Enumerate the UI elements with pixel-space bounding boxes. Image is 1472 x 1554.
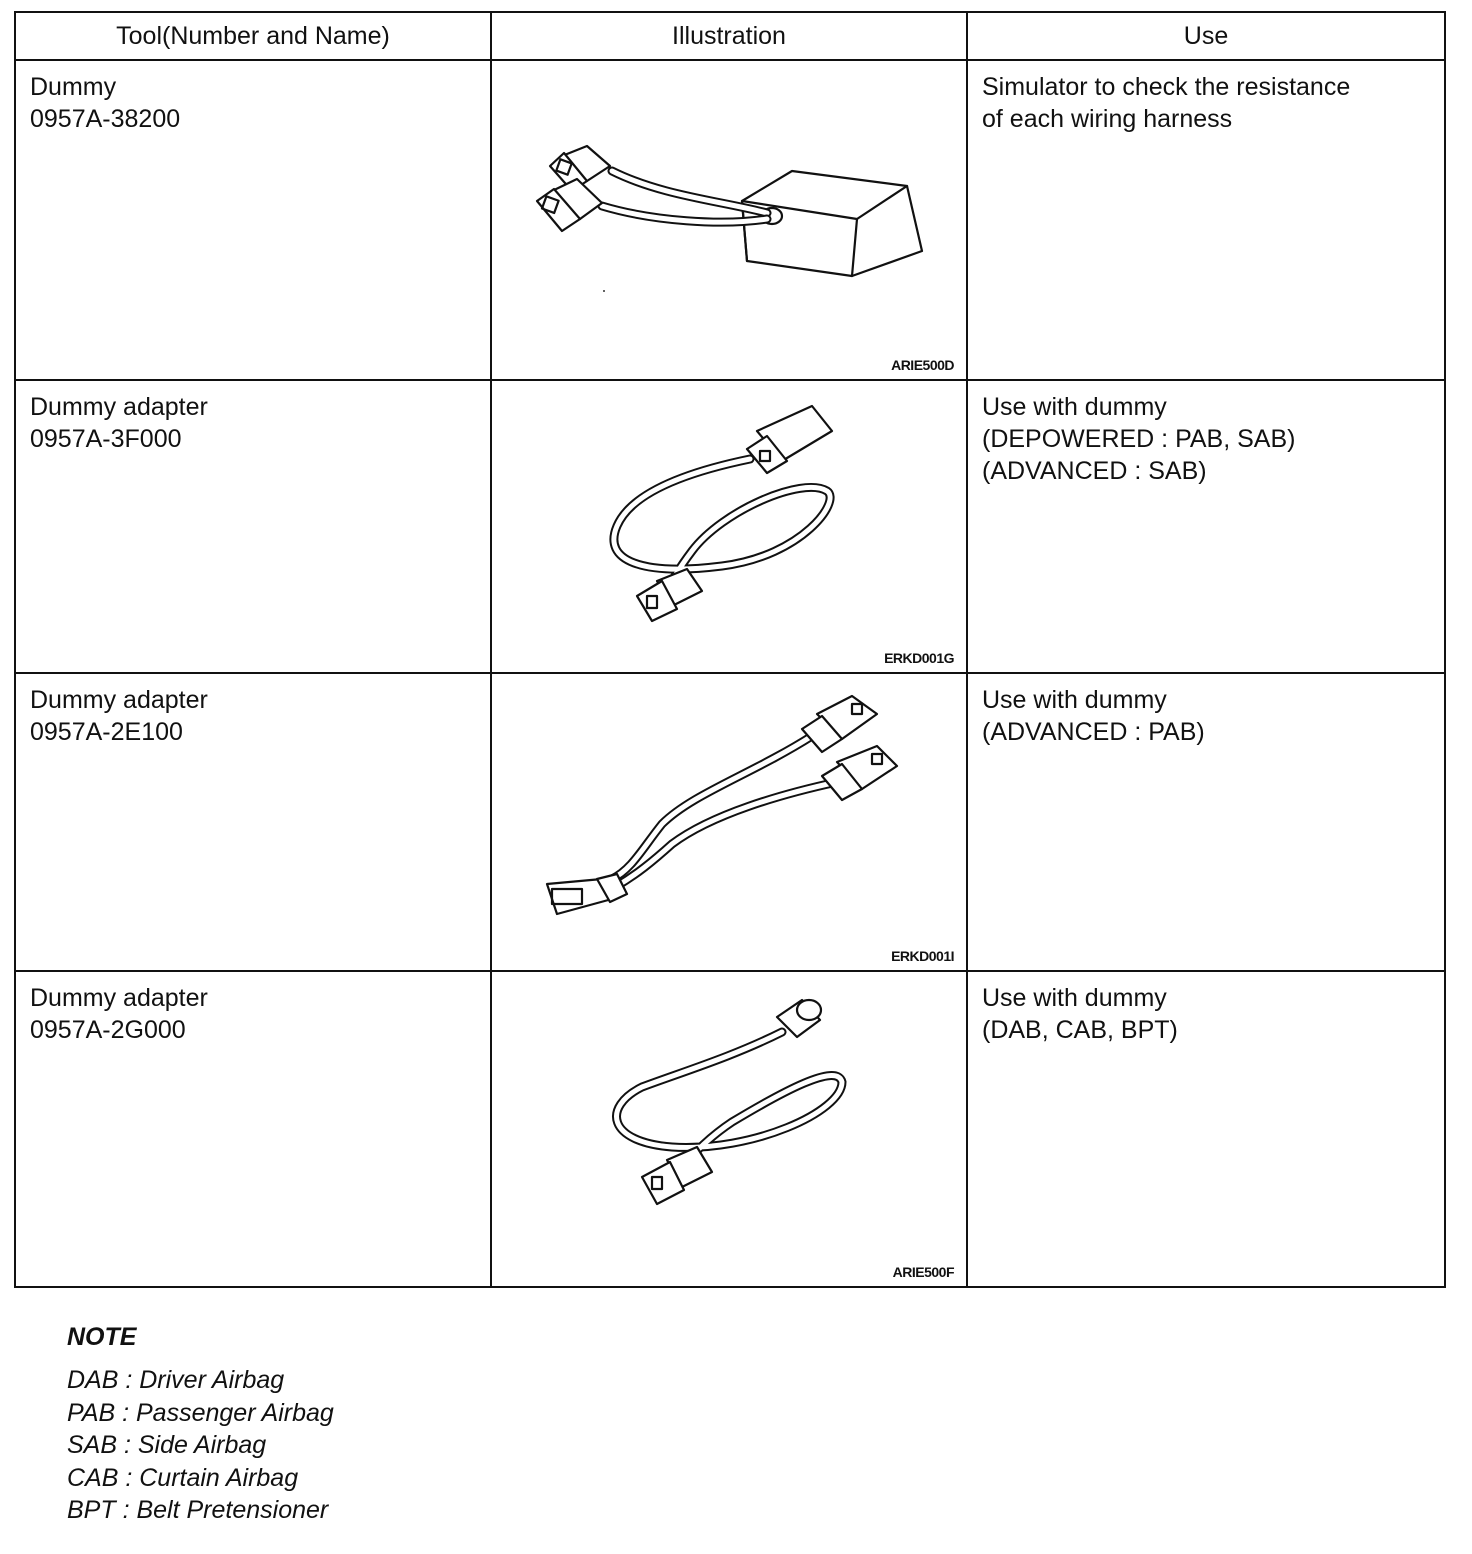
- note-line: BPT : Belt Pretensioner: [67, 1496, 329, 1524]
- tool-name: Dummy adapter: [30, 393, 208, 421]
- tool-name: Dummy adapter: [30, 686, 208, 714]
- tool-number: 0957A-3F000: [30, 425, 182, 453]
- use-line: (DAB, CAB, BPT): [982, 1016, 1178, 1044]
- use-cell: [967, 971, 1445, 1287]
- illustration-code: ARIE500F: [892, 1264, 954, 1280]
- dummy-resistor-illustration: [492, 61, 968, 379]
- use-cell: [967, 60, 1445, 380]
- table-header-row: [15, 12, 1445, 60]
- tool-cell: [15, 673, 491, 971]
- dummy-adapter-2g000-illustration: [492, 972, 968, 1286]
- table-row: [15, 971, 1445, 1287]
- use-line: Use with dummy: [982, 686, 1167, 714]
- table-row: [15, 380, 1445, 673]
- illustration-code: ERKD001G: [884, 650, 954, 666]
- note-title: NOTE: [67, 1323, 137, 1351]
- illustration-cell: [491, 60, 967, 380]
- use-line: of each wiring harness: [982, 105, 1233, 133]
- tool-number: 0957A-38200: [30, 105, 181, 133]
- use-line: Use with dummy: [982, 984, 1167, 1012]
- tool-number: 0957A-2G000: [30, 1016, 186, 1044]
- illustration-cell: [491, 673, 967, 971]
- note-line: DAB : Driver Airbag: [67, 1366, 285, 1394]
- use-cell: [967, 380, 1445, 673]
- note-line: PAB : Passenger Airbag: [67, 1398, 334, 1427]
- dummy-adapter-2e100-illustration: [492, 674, 968, 970]
- header-tool: Tool(Number and Name): [15, 12, 491, 60]
- illustration-cell: [491, 971, 967, 1287]
- special-tools-table: [14, 11, 1446, 1288]
- use-line: (DEPOWERED : PAB, SAB): [982, 425, 1296, 453]
- use-line: Use with dummy: [982, 393, 1167, 421]
- note-line: SAB : Side Airbag: [67, 1431, 267, 1459]
- note-section: [67, 1323, 334, 1527]
- tool-cell: [15, 60, 491, 380]
- use-cell: [967, 673, 1445, 971]
- tool-cell: [15, 380, 491, 673]
- note-line: CAB : Curtain Airbag: [67, 1463, 299, 1492]
- tool-cell: [15, 971, 491, 1287]
- tool-number: 0957A-2E100: [30, 718, 183, 746]
- tool-name: Dummy: [30, 73, 117, 101]
- header-illustration: Illustration: [491, 12, 967, 60]
- header-use: Use: [967, 12, 1445, 60]
- illustration-cell: [491, 380, 967, 673]
- table-row: [15, 60, 1445, 380]
- use-line: (ADVANCED : SAB): [982, 457, 1207, 485]
- use-line: Simulator to check the resistance: [982, 73, 1351, 101]
- illustration-code: ERKD001I: [891, 948, 954, 964]
- dummy-adapter-3f000-illustration: [492, 381, 968, 672]
- use-line: (ADVANCED : PAB): [982, 718, 1205, 746]
- tool-name: Dummy adapter: [30, 984, 208, 1012]
- illustration-code: ARIE500D: [891, 357, 954, 373]
- table-row: [15, 673, 1445, 971]
